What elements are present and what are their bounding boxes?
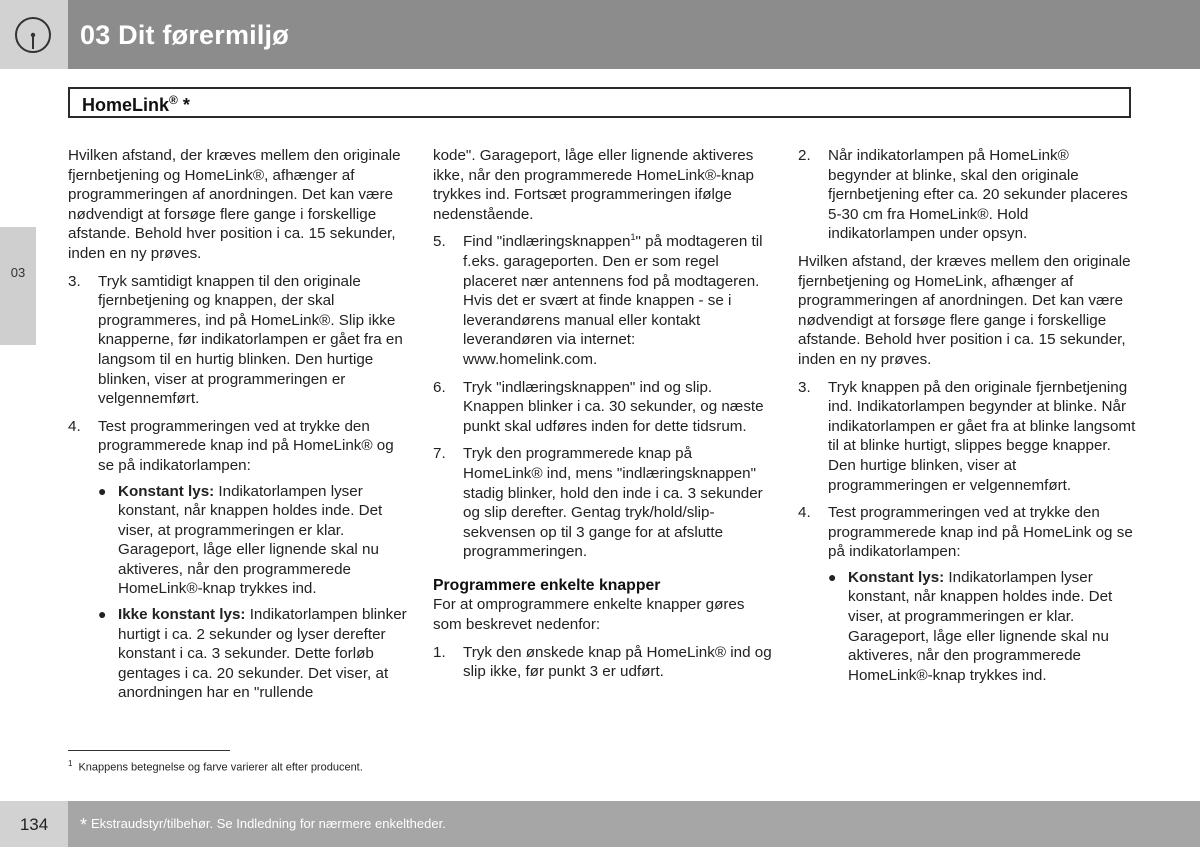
- step-text-a: Find "indlæringsknappen: [463, 233, 631, 251]
- bullet-label: Konstant lys:: [118, 482, 215, 500]
- chapter-side-tab: [0, 227, 36, 345]
- step-text-b: " på modtageren til f.eks. garageporten. Den er som regel placeret nær antennens fod på modtageren. Hvis det er svært at finde knappen - se i leverandørens manual eller kontakt leverandøren via internet: www.homelink.com.: [463, 233, 763, 368]
- step-text: Test programmeringen ved at trykke den programmerede knap ind på HomeLink og se på indikatorlampen:: [828, 504, 1133, 561]
- step-number: 6.: [433, 378, 446, 396]
- step-number: 4.: [68, 417, 81, 435]
- step-text: Når indikatorlampen på HomeLink® begynder at blinke, skal den originale fjernbetjening efter ca. 20 sekunder placeres 5-30 cm fra HomeLink®. Hold indikatorlampen under opsyn.: [828, 147, 1128, 243]
- page-number: 134: [19, 815, 49, 834]
- star-icon: *: [80, 815, 88, 835]
- step-3: [798, 378, 1136, 496]
- bullet-constant-light: [68, 482, 408, 600]
- step-text: Tryk den programmerede knap på HomeLink® ind, mens "indlæringsknappen" stadig blinker, hold den inde i ca. 3 sekunder og slip derefter. Gentag tryk/hold/slip-sekvensen op til 3 gange for at afslutte programmeringen.: [463, 445, 763, 561]
- step-number: 4.: [798, 504, 811, 522]
- step-number: 5.: [433, 233, 446, 251]
- subheading: Programmere enkelte knapper: [433, 576, 661, 594]
- step-text: Test programmeringen ved at trykke den programmerede knap ind på HomeLink® og se på indikatorlampen:: [98, 417, 394, 474]
- footer-bar: [68, 801, 1200, 847]
- bullet-label: Ikke konstant lys:: [118, 606, 246, 624]
- footnote-ref: 1: [630, 232, 636, 243]
- footnote-text: Knappens betegnelse og farve varierer alt efter producent.: [78, 761, 363, 774]
- speedometer-icon: [14, 16, 52, 54]
- side-tab-label: 03: [10, 265, 26, 280]
- paragraph-continued: kode". Garageport, låge eller lignende aktiveres ikke, når den programmerede HomeLink®-knap trykkes ind. Fortsæt programmeringen ifølge nedenstående.: [433, 147, 754, 223]
- paragraph-distance: Hvilken afstand, der kræves mellem den originale fjernbetjening og HomeLink, afhænger af programmeringen af anordningen. Det kan være nødvendigt at forsøge flere gange i forskellige afstande. Behold hver position i ca. 15 sekunder, inden en ny prøves.: [798, 252, 1131, 368]
- bullet-glyph: ●: [98, 482, 107, 499]
- option-star: *: [177, 95, 190, 115]
- bullet-constant-light: [798, 568, 1136, 686]
- registered-mark: ®: [169, 93, 178, 107]
- step-number: 3.: [68, 272, 81, 290]
- step-3: [68, 272, 408, 409]
- bullet-glyph: ●: [98, 606, 107, 623]
- step-text: Tryk "indlæringsknappen" ind og slip. Knappen blinker i ca. 30 sekunder, og næste punkt skal udføres inden for dette tidsrum.: [463, 378, 764, 435]
- step-4: [798, 503, 1136, 562]
- chapter-title: 03 Dit førermiljø: [80, 20, 289, 50]
- step-number: 7.: [433, 445, 446, 463]
- page-number-box: [0, 801, 68, 847]
- step-number: 2.: [798, 147, 811, 164]
- text-column-2: [433, 146, 773, 682]
- bullet-text: Indikatorlampen lyser konstant, når knappen holdes inde. Det viser, at programmeringen er klar. Garageport, låge eller lignende skal nu aktiveres, når den programmerede HomeLink®-knap trykkes ind.: [848, 568, 1113, 684]
- step-1: [433, 643, 773, 682]
- paragraph-distance: Hvilken afstand, der kræves mellem den originale fjernbetjening og HomeLink®, afhænger af programmeringen af anordningen. Det kan være nødvendigt at forsøge flere gange i forskellige afstande. Behold hver position i ca. 15 sekunder, inden en ny prøves.: [68, 147, 401, 262]
- bullet-text: Indikatorlampen lyser konstant, når knappen holdes inde. Det viser, at programmeringen er klar. Garageport, låge eller lignende skal nu aktiveres, når den programmerede HomeLink®-knap trykkes ind.: [118, 482, 383, 598]
- step-2: [798, 146, 1136, 244]
- step-number: 3.: [798, 378, 811, 396]
- step-7: [433, 444, 773, 562]
- step-text: Tryk den ønskede knap på HomeLink® ind og slip ikke, før punkt 3 er udført.: [463, 643, 772, 681]
- footnote: [68, 759, 363, 774]
- section-title-text: HomeLink: [82, 95, 170, 115]
- footnote-divider: [68, 750, 230, 751]
- text-column-3: [798, 146, 1136, 685]
- step-4: [68, 417, 408, 476]
- bullet-text: Indikatorlampen blinker hurtigt i ca. 2 sekunder og lyser derefter konstant i ca. 3 sekunder. Dette forløb gentages i ca. 20 sekunder. Det viser, at anordningen har en "rullende: [118, 606, 407, 702]
- footer-note: [80, 815, 446, 836]
- footer-note-text: Ekstraudstyr/tilbehør. Se Indledning for nærmere enkeltheder.: [91, 816, 446, 831]
- text-column-1: [68, 146, 408, 703]
- step-number: 1.: [433, 643, 446, 661]
- step-6: [433, 378, 773, 437]
- section-title: [82, 93, 190, 116]
- step-text: Tryk samtidigt knappen til den originale fjernbetjening og knappen, der skal programmeres, ind på HomeLink®. Slip ikke knapperne, før indikatorlampen er gået fra en langsom til en hurtig blinken. Den hurtige blinken, viser at programmeringen er velgennemført.: [98, 272, 403, 408]
- chapter-icon-box: [0, 0, 68, 69]
- footnote-marker: 1: [68, 759, 73, 768]
- section-title-box: [68, 87, 1131, 118]
- step-text: Tryk knappen på den originale fjernbetjening ind. Indikatorlampen begynder at blinke. Når indikatorlampen er gået fra at blinke langsomt til at blinke hurtigt, slippes begge knapper. Den hurtige blinken, viser at programmeringen er velgennemført.: [828, 378, 1136, 494]
- bullet-label: Konstant lys:: [848, 568, 945, 586]
- bullet-glyph: ●: [828, 568, 837, 585]
- step-5: [433, 232, 773, 369]
- bullet-not-constant-light: [68, 605, 408, 703]
- subheading-intro: For at omprogrammere enkelte knapper gøres som beskrevet nedenfor:: [433, 596, 745, 634]
